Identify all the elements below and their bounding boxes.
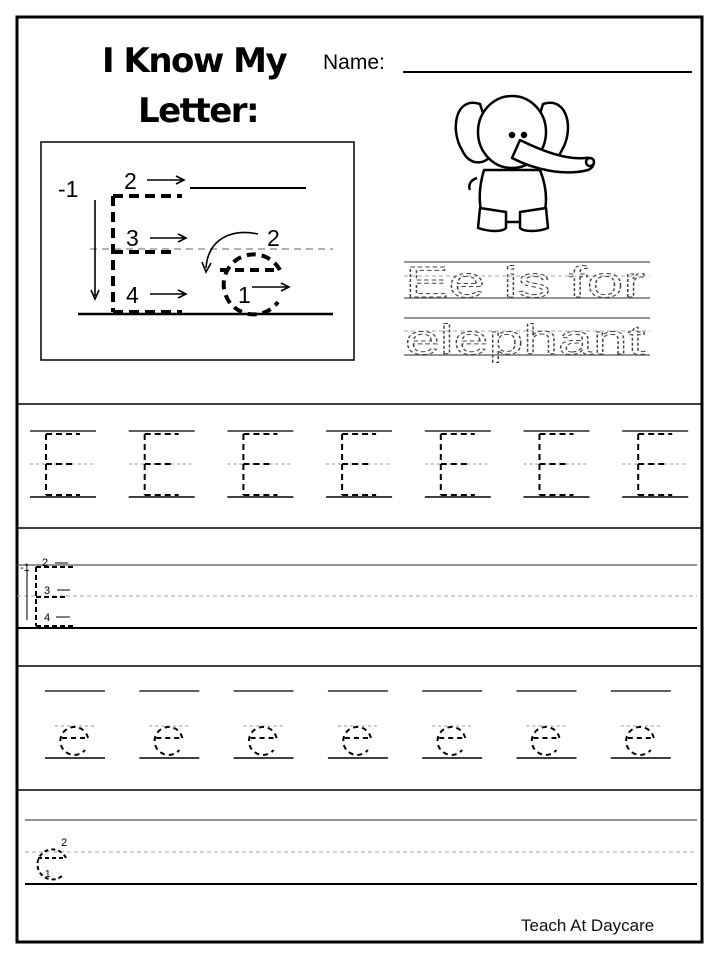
traceable-uppercase-e[interactable]: [227, 431, 293, 497]
uppercase-trace-row: [30, 431, 688, 497]
traceable-uppercase-e[interactable]: [524, 431, 590, 497]
traceable-lowercase-e[interactable]: [422, 691, 482, 758]
phrase-line-1: Ee is for: [405, 258, 645, 307]
lowercase-trace-row: [45, 691, 671, 758]
traceable-lowercase-e[interactable]: [611, 691, 671, 758]
footer-credit: Teach At Daycare: [521, 916, 655, 935]
elephant-image: [456, 96, 594, 231]
title-line-2: Letter:: [138, 91, 259, 131]
svg-text:3: 3: [44, 585, 51, 597]
traceable-lowercase-e[interactable]: [234, 691, 294, 758]
traceable-uppercase-e[interactable]: [622, 431, 688, 497]
step-number-4: 4: [126, 282, 139, 308]
lowercase-free-row: [25, 816, 697, 886]
step-number-2: 2: [124, 168, 137, 194]
mini-uppercase-e-guide: [20, 557, 74, 626]
title-line-1: I Know My: [102, 41, 287, 81]
lowercase-step-1: 1: [238, 282, 251, 308]
svg-text:1: 1: [45, 869, 51, 880]
svg-text:2: 2: [42, 557, 49, 569]
name-label: Name:: [323, 51, 385, 74]
uppercase-writing-area[interactable]: [90, 560, 690, 630]
step-number-1: -1: [58, 176, 79, 202]
phrase-line-2: elephant: [405, 316, 646, 363]
traceable-uppercase-e[interactable]: [129, 431, 195, 497]
traceable-lowercase-e[interactable]: [139, 691, 199, 758]
lowercase-writing-area[interactable]: [90, 816, 690, 886]
traceable-uppercase-e[interactable]: [326, 431, 392, 497]
traceable-lowercase-e[interactable]: [517, 691, 577, 758]
traceable-lowercase-e[interactable]: [45, 691, 105, 758]
lowercase-step-2: 2: [267, 225, 280, 251]
svg-text:2: 2: [61, 837, 68, 849]
svg-text:4: 4: [44, 612, 51, 624]
traceable-uppercase-e[interactable]: [30, 431, 96, 497]
traceable-lowercase-e[interactable]: [328, 691, 388, 758]
mini-lowercase-e-guide: [37, 837, 67, 880]
page-border: [17, 17, 702, 942]
step-number-3: 3: [126, 225, 139, 251]
traceable-uppercase-e[interactable]: [425, 431, 491, 497]
stroke-guide-box: [41, 142, 354, 360]
svg-text:-1: -1: [20, 562, 30, 574]
uppercase-free-row: [17, 557, 697, 630]
